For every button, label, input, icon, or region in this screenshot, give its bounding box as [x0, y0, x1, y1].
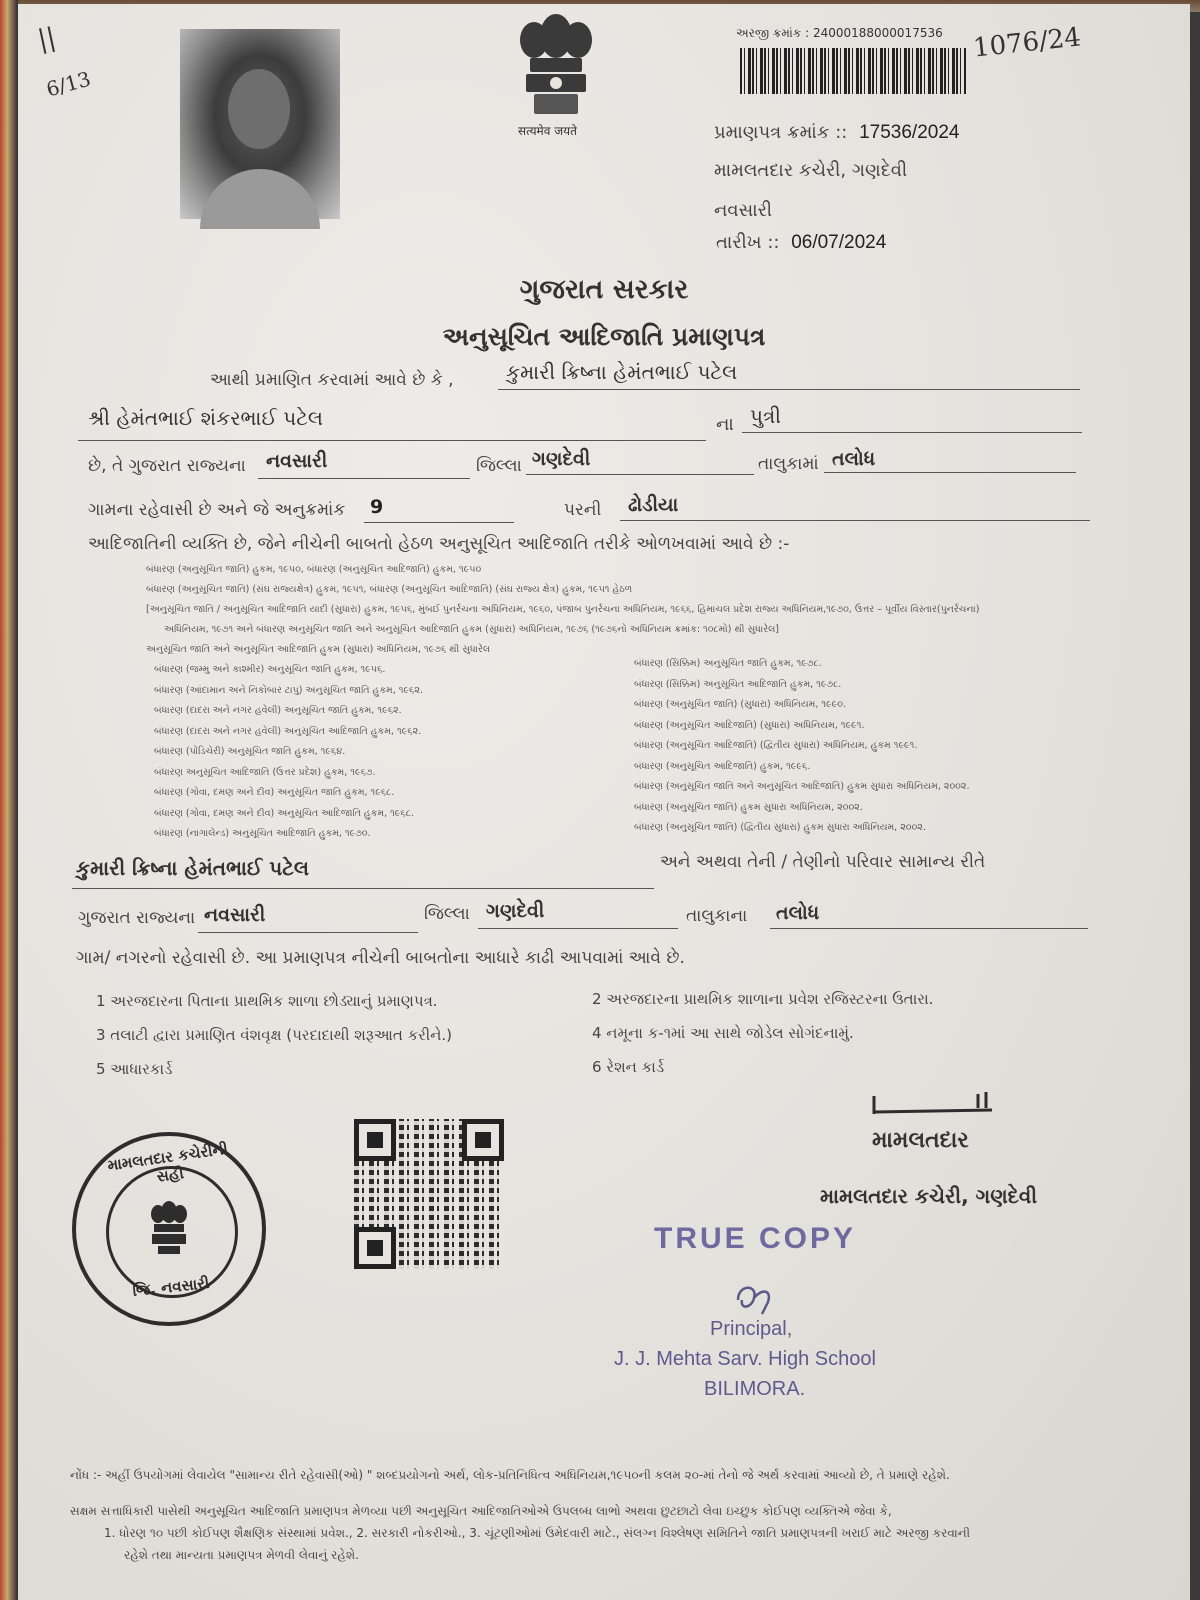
emblem-motto: सत्यमेव जयते	[518, 124, 577, 138]
signatory-designation: મામલતદાર	[872, 1128, 969, 1153]
basis-text: ગામ/ નગરનો રહેવાસી છે. આ પ્રમાણપત્ર નીચેની બાબતોના આધારે કાઢી આપવામાં આવે છે.	[76, 948, 685, 968]
residence-jilla-text: જિલ્લા	[424, 904, 470, 924]
qr-finder-pattern	[462, 1119, 504, 1161]
legal-reference-line: બંધારણ (અનુસૂચિત આદિજાતિ) (સુધારા) અધિનિયમ, ૧૯૯૧.	[634, 719, 865, 731]
legal-reference-line: બંધારણ (અનુસૂચિત જાતિ) હુકમ, ૧૯૫૦, બંધારણ (અનુસૂચિત આદિજાતિ) હુકમ, ૧૯૫૦	[146, 564, 482, 575]
residence-person-name: કુમારી ક્રિષ્ના હેમંતભાઈ પટેલ	[76, 856, 310, 880]
certificate-title: અનુસૂચિત આદિજાતિ પ્રમાણપત્ર	[442, 322, 766, 351]
taluka-line	[526, 474, 754, 475]
talukama-text: તાલુકામાં	[758, 454, 819, 474]
applicant-name: કુમારી ક્રિષ્ના હેમંતભાઈ પટેલ	[506, 360, 738, 384]
state-text: છે, તે ગુજરાત રાજ્યના	[88, 456, 246, 476]
legal-reference-line: બંધારણ (ગોવા, દમણ અને દીવ) અનુસૂચિત જાતિ હુકમ, ૧૯૬૮.	[154, 787, 395, 798]
legal-references-top	[146, 560, 1046, 660]
legal-references-left	[154, 660, 614, 845]
residence-taluka-value: ગણદેવી	[486, 900, 545, 922]
relation-line	[742, 432, 1082, 433]
certificate-sheet	[18, 4, 1190, 1600]
legal-reference-line: [અનુસૂચિત જાતિ / અનુસૂચિત આદિજાતિ યાદી (સુધારા) હુકમ, ૧૯૫૬, મુંબઈ પુનર્રચના અધિનિયમ, ૧૯૬૦, પંજાબ પુનર્રચના અધિનિયમ, ૧૯૬૬, હિમાચલ પ્રદેશ રાજ્ય અધિનિયમ,૧૯૭૦, ઉત્તર – પૂર્વીય વિસ્તાર(પુનર્રચના)	[146, 604, 980, 615]
document-item: 6 રેશન કાર્ડ	[592, 1058, 665, 1076]
legal-reference-line: બંધારણ (અનુસૂચિત જાતિ અને અનુસૂચિત આદિજાતિ) હુકમ સુધારા અધિનિયમ, ૨૦૦૨.	[634, 781, 970, 792]
issuing-office: મામલતદાર કચેરી, ગણદેવી	[714, 160, 908, 181]
footer-line-3: 1. ધોરણ ૧૦ પછી કોઈપણ શૈક્ષણિક સંસ્થામાં પ્રવેશ., 2. સરકારી નોકરીઓ., 3. ચૂંટણીઓમાં ઉમેદવારી માટે., સંલગ્ન વિશ્લેષણ સમિતિને જાતિ પ્રમાણપત્રની ખરાઈ માટે અરજી કરવાની	[104, 1526, 971, 1540]
government-title: ગુજરાત સરકાર	[519, 274, 689, 305]
document-item: 5 આધારકાર્ડ	[96, 1060, 173, 1078]
district-value: નવસારી	[266, 450, 328, 472]
legal-reference-line: બંધારણ (અનુસૂચિત આદિજાતિ) હુકમ, ૧૯૯૬.	[634, 760, 811, 772]
issue-date-row	[716, 232, 886, 254]
resident-text: ગામના રહેવાસી છે અને જે અનુક્રમાંક	[88, 500, 346, 520]
legal-reference-line: બંધારણ (અનુસૂચિત જાતિ) (દ્વિતીય સુધારા) હુકમ સુધારા અધિનિયમ, ૨૦૦૨.	[634, 822, 926, 833]
official-signature	[866, 1084, 1016, 1124]
applicant-shoulders	[200, 169, 320, 229]
residence-village-line	[770, 928, 1088, 929]
legal-reference-line: બંધારણ (અનુસૂચિત જાતિ) (સુધારા) અધિનિયમ, ૧૯૯૦.	[634, 699, 847, 710]
relation-value: પુત્રી	[750, 404, 781, 428]
residence-name-line	[72, 888, 654, 889]
qr-finder-pattern	[354, 1227, 396, 1269]
attestation-school: J. J. Mehta Sarv. High School	[614, 1348, 876, 1370]
legal-reference-line: બંધારણ (અનુસૂચિત જાતિ) (સંઘ રાજ્યક્ષેત્ર) હુકમ, ૧૯૫૧, બંધારણ (અનુસૂચિત આદિજાતિ) (સંઘ રાજ્ય ક્ષેત્ર) હુકમ, ૧૯૫૧ હેઠળ	[146, 584, 633, 595]
village-value: તલોધ	[832, 448, 876, 470]
document-item: 1 અરજદારના પિતાના પ્રાથમિક શાળા છોડ્યાનું પ્રમાણપત્ર.	[96, 992, 438, 1010]
father-name-line	[78, 440, 706, 441]
serial-value: 9	[370, 496, 384, 518]
na-text: ના	[716, 414, 734, 435]
verification-qr-code	[354, 1119, 504, 1269]
tribe-line	[620, 520, 1090, 521]
attestation-title: Principal,	[710, 1318, 793, 1340]
principal-signature	[732, 1280, 778, 1318]
jilla-text: જિલ્લા	[476, 456, 522, 476]
legal-reference-line: બંધારણ (અનુસૂચિત આદિજાતિ) (દ્વિતીય સુધારા) અધિનિયમ, હુકમ ૧૯૯૧.	[634, 740, 918, 751]
legal-reference-line: બંધારણ (સિક્કિમ) અનુસૂચિત આદિજાતિ હુકમ, ૧૯૭૮.	[634, 678, 842, 690]
serial-line	[364, 522, 514, 523]
background-edge-left	[0, 0, 18, 1600]
family-text: અને અથવા તેની / તેણીનો પરિવાર સામાન્ય રીતે	[660, 852, 986, 872]
seal-emblem-icon	[146, 1200, 192, 1256]
legal-reference-line: બંધારણ (અનુસૂચિત જાતિ) હુકમ સુધારા અધિનિયમ, ૨૦૦૨.	[634, 801, 863, 813]
legal-reference-line: બંધારણ (સિક્કિમ) અનુસૂચિત જાતિ હુકમ, ૧૯૭૮.	[634, 658, 822, 669]
residence-taluka-line	[478, 928, 678, 929]
legal-reference-line: બંધારણ (જમ્મુ અને કાશ્મીર) અનુસૂચિત જાતિ હુકમ, ૧૯૫૬.	[154, 664, 386, 675]
footer-line-2: સક્ષમ સત્તાધિકારી પાસેથી અનુસૂચિત આદિજાતિ પ્રમાણપત્ર મેળવ્યા પછી અનુસૂચિત આદિજાતિઓએ ઉપલબ્ધ લાભો અથવા છુટછાટો લેવા ઇચ્છુક કોઈપણ વ્યક્તિએ જેવા કે,	[70, 1504, 892, 1518]
legal-reference-line: બંધારણ (ગોવા, દમણ અને દીવ) અનુસૂચિત આદિજાતિ હુકમ, ૧૯૬૮.	[154, 807, 414, 819]
attestation-city: BILIMORA.	[704, 1378, 806, 1400]
footer-line-4: રહેશે તથા માન્યતા પ્રમાણપત્ર મેળવી લેવાનું રહેશે.	[124, 1548, 359, 1562]
tribe-value: ઢોડીયા	[628, 494, 679, 516]
handwritten-top-right-number: 1076/24	[971, 22, 1083, 64]
issue-date-label: તારીખ ::	[716, 232, 780, 253]
issue-date: 06/07/2024	[791, 232, 887, 253]
residence-district-value: નવસારી	[204, 904, 266, 926]
handwritten-top-left-fraction: 6/13	[43, 66, 94, 102]
legal-reference-line: બંધારણ અનુસૂચિત આદિજાતિ (ઉત્તર પ્રદેશ) હુકમ, ૧૯૬૭.	[154, 766, 376, 778]
residence-village-value: તલોધ	[776, 902, 820, 924]
legal-reference-line: બંધારણ (પોંડિચેરી) અનુસૂચિત જાતિ હુકમ, ૧૯૬૪.	[154, 746, 346, 757]
applicant-face	[228, 69, 290, 149]
legal-reference-line: બંધારણ (દાદરા અને નગર હવેલી) અનુસૂચિત જાતિ હુકમ, ૧૯૬૨.	[154, 705, 402, 716]
certificate-number-row	[714, 122, 959, 144]
legal-reference-line: અનુસૂચિત જાતિ અને અનુસૂચિત આદિજાતિ હુકમ (સુધારા) અધિનિયમ, ૧૯૭૬ થી સુધારેલ	[146, 644, 491, 655]
issuing-district: નવસારી	[714, 200, 773, 221]
office-seal	[72, 1132, 266, 1326]
document-item: 3 તલાટી દ્વારા પ્રમાણિત વંશવૃક્ષ (પરદાદાથી શરૂઆત કરીને.)	[96, 1026, 453, 1044]
footer-note: નોંધ :- અહીં ઉપયોગમાં લેવાયેલ "સામાન્ય રીતે રહેવાસી(ઓ) " શબ્દપ્રયોગનો અર્થ, લોક-પ્રતિનિધિત્વ અધિનિયમ,૧૯૫૦ની કલમ ૨૦-માં તેનો જે અર્થ કરવામાં આવ્યો છે, તે પ્રમાણે રહેશે.	[70, 1468, 950, 1482]
legal-references-right	[634, 654, 1104, 839]
seal-top-text: મામલતદાર કચેરીની સહી	[106, 1139, 230, 1186]
recognised-text: આદિજાતિની વ્યક્તિ છે, જેને નીચેની બાબતો હેઠળ અનુસૂચિત આદિજાતિ તરીકે ઓળખવામાં આવે છે :-	[88, 534, 790, 554]
village-line	[824, 472, 1076, 473]
handwritten-top-left-number: ||	[35, 22, 59, 56]
taluka-value: ગણદેવી	[532, 448, 591, 470]
true-copy-stamp: TRUE COPY	[654, 1222, 857, 1255]
parni-text: પરની	[564, 500, 602, 520]
application-barcode	[740, 48, 966, 94]
legal-reference-line: બંધારણ (આંદામાન અને નિકોબાર ટાપુ) અનુસૂચિત જાતિ હુકમ, ૧૯૬૨.	[154, 684, 423, 696]
legal-reference-line: અધિનિયમ, ૧૯૭૧ અને બંધારણ અનુસૂચિત જાતિ અને અનુસૂચિત આદિજાતિ હુકમ (સુધારા) અધિનિયમ, ૧૯૭૬ (૧૯૭૬નો અધિનિયમ ક્રમાંક: ૧૦૮મો) થી સુધારેલ]	[164, 624, 779, 635]
residence-district-line	[198, 932, 418, 933]
document-item: 2 અરજદારના પ્રાથમિક શાળાના પ્રવેશ રજિસ્ટરના ઉતારા.	[592, 990, 934, 1008]
legal-reference-line: બંધારણ (નાગાલેન્ડ) અનુસૂચિત આદિજાતિ હુકમ, ૧૯૭૦.	[154, 828, 371, 839]
applicant-photo	[180, 29, 340, 219]
document-item: 4 નમૂના ક-૧માં આ સાથે જોડેલ સોગંદનામું.	[592, 1024, 854, 1042]
district-line	[258, 478, 470, 479]
legal-reference-line: બંધારણ (દાદરા અને નગર હવેલી) અનુસૂચિત આદિજાતિ હુકમ, ૧૯૬૨.	[154, 725, 422, 737]
father-name: શ્રી હેમંતભાઈ શંકરભાઈ પટેલ	[88, 406, 323, 430]
certificate-number-label: પ્રમાણપત્ર ક્રમાંક ::	[714, 122, 848, 143]
applicant-name-line	[498, 389, 1080, 390]
application-number: અરજી ક્રમાંક : 24000188000017536	[736, 26, 943, 40]
qr-finder-pattern	[354, 1119, 396, 1161]
residence-talukana-text: તાલુકાના	[686, 906, 748, 926]
ashoka-emblem-icon	[508, 10, 604, 122]
certificate-number: 17536/2024	[859, 122, 960, 143]
seal-bottom-text: જિ. નવસારી	[131, 1274, 211, 1300]
signatory-office: મામલતદાર કચેરી, ગણદેવી	[820, 1184, 1038, 1208]
residence-state-text: ગુજરાત રાજ્યના	[78, 908, 196, 928]
certify-text: આથી પ્રમાણિત કરવામાં આવે છે કે ,	[210, 370, 454, 390]
